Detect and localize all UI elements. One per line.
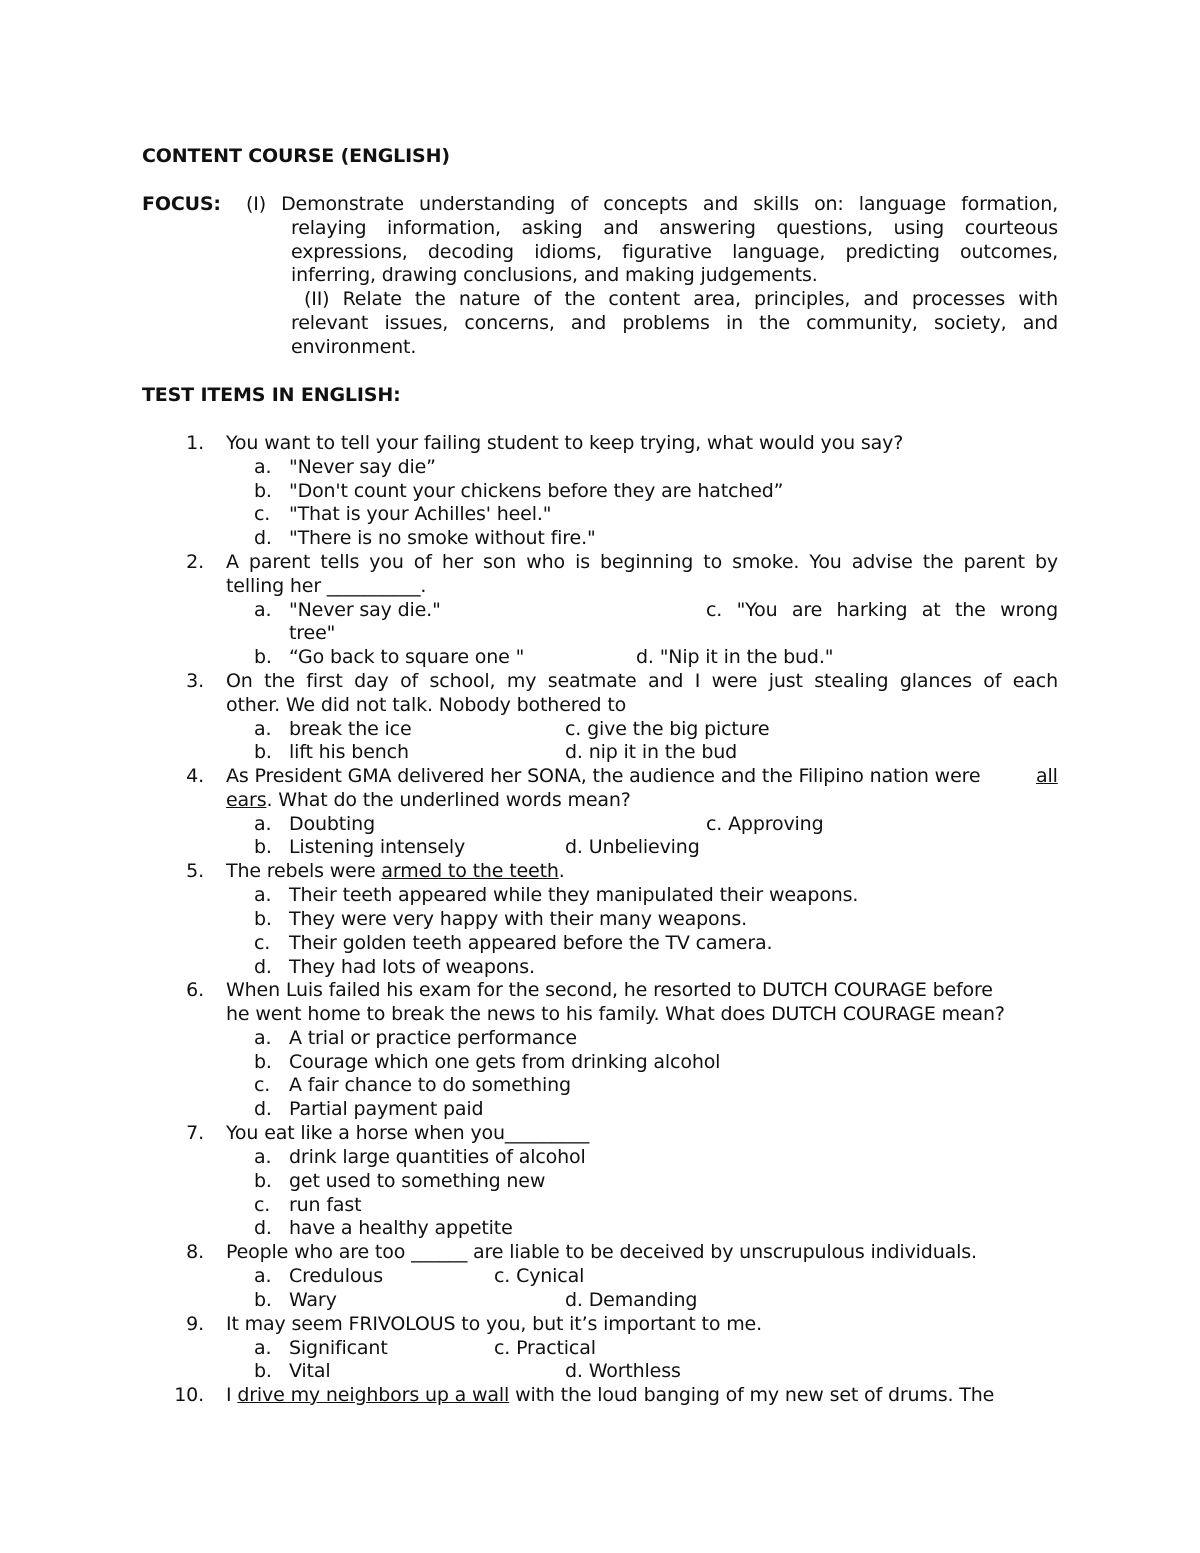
q1-letter-b: b. (254, 480, 272, 502)
q3-letter-a: a. (254, 718, 272, 740)
q6-letter-b: b. (254, 1051, 272, 1073)
q6-number: 6. (186, 979, 204, 1001)
q8-number: 8. (186, 1241, 204, 1263)
q5-letter-b: b. (254, 908, 272, 930)
q1-letter-c: c. (254, 503, 271, 525)
q1-option-b: "Don't count your chickens before they are hatched” (289, 480, 784, 502)
q2-option-c-line2: tree" (289, 622, 336, 644)
q4-letter-b: b. (254, 836, 272, 858)
q6-option-c: A fair chance to do something (289, 1074, 571, 1096)
q3-option-d: d. nip it in the bud (565, 741, 738, 763)
q5-text-post: . (558, 860, 565, 882)
q1-option-c: "That is your Achilles' heel." (289, 503, 552, 525)
focus-p2-line3: environment. (291, 336, 417, 358)
q1-text: You want to tell your failing student to keep trying, what would you say? (226, 432, 904, 454)
q3-option-a: break the ice (289, 718, 412, 740)
q3-text-line2: other. We did not talk. Nobody bothered to (226, 694, 627, 716)
focus-p2-line1: (II) Relate the nature of the content area, principles, and processes with (304, 288, 1058, 310)
q5-underlined-phrase: armed to the teeth (381, 860, 559, 882)
q6-option-b: Courage which one gets from drinking alcohol (289, 1051, 721, 1073)
q6-text-line2: he went home to break the news to his family. What does DUTCH COURAGE mean? (226, 1003, 1005, 1025)
q4-underlined-ears: ears (226, 789, 267, 811)
q10-text (226, 1383, 994, 1407)
q5-number: 5. (186, 860, 204, 882)
q5-option-d: They had lots of weapons. (289, 956, 535, 978)
q6-option-d: Partial payment paid (289, 1098, 484, 1120)
q3-option-b: lift his bench (289, 741, 409, 763)
q5-letter-d: d. (254, 956, 272, 978)
q7-option-c: run fast (289, 1194, 362, 1216)
q9-text: It may seem FRIVOLOUS to you, but it’s important to me. (226, 1313, 762, 1335)
q9-option-c: c. Practical (494, 1337, 596, 1359)
q5-option-a: Their teeth appeared while they manipulated their weapons. (289, 884, 859, 906)
q4-text-line1: As President GMA delivered her SONA, the audience and the Filipino nation were (226, 765, 981, 787)
q10-text-pre: I (226, 1384, 238, 1406)
q6-text-line1: When Luis failed his exam for the second, he resorted to DUTCH COURAGE before (226, 979, 993, 1001)
q3-text-line1: On the first day of school, my seatmate and I were just stealing glances of each (226, 670, 1058, 692)
focus-p1-line4: inferring, drawing conclusions, and making judgements. (291, 264, 818, 286)
q2-option-c-line1: c. "You are harking at the wrong (706, 599, 1058, 621)
q10-number: 10. (174, 1384, 204, 1406)
q2-text-line1: A parent tells you of her son who is beginning to smoke. You advise the parent by (226, 551, 1058, 573)
q3-letter-b: b. (254, 741, 272, 763)
q10-underlined-phrase: drive my neighbors up a wall (237, 1384, 510, 1406)
q9-letter-a: a. (254, 1337, 272, 1359)
q3-option-c: c. give the big picture (565, 718, 770, 740)
q7-letter-b: b. (254, 1170, 272, 1192)
q2-letter-b: b. (254, 646, 272, 668)
q8-letter-b: b. (254, 1289, 272, 1311)
q9-option-d: d. Worthless (565, 1360, 681, 1382)
q1-letter-a: a. (254, 456, 272, 478)
q6-option-a: A trial or practice performance (289, 1027, 577, 1049)
q5-option-b: They were very happy with their many weapons. (289, 908, 748, 930)
focus-p1-line1: (I) Demonstrate understanding of concepts and skills on: language formation, (246, 193, 1058, 215)
q2-letter-a: a. (254, 599, 272, 621)
q8-text: People who are too ______ are liable to be deceived by unscrupulous individuals. (226, 1241, 977, 1263)
q8-option-b: Wary (289, 1289, 337, 1311)
section-title: TEST ITEMS IN ENGLISH: (142, 384, 401, 406)
q2-text-line2: telling her __________. (226, 575, 427, 597)
q4-option-b: Listening intensely (289, 836, 466, 858)
q6-letter-a: a. (254, 1027, 272, 1049)
q10-text-post: with the loud banging of my new set of drums. The (509, 1384, 995, 1406)
q1-number: 1. (186, 432, 204, 454)
q8-option-d: d. Demanding (565, 1289, 698, 1311)
focus-p2-line2: relevant issues, concerns, and problems in the community, society, and (291, 312, 1058, 334)
q5-text (226, 859, 565, 883)
q4-letter-a: a. (254, 813, 272, 835)
q7-option-d: have a healthy appetite (289, 1217, 513, 1239)
page-title: CONTENT COURSE (ENGLISH) (142, 145, 450, 167)
q4-text-line2: . What do the underlined words mean? (266, 789, 631, 811)
q1-option-a: "Never say die” (289, 456, 436, 478)
q1-letter-d: d. (254, 527, 272, 549)
q3-number: 3. (186, 670, 204, 692)
q7-letter-d: d. (254, 1217, 272, 1239)
q2-option-d: d. "Nip it in the bud." (636, 646, 834, 668)
q9-option-a: Significant (289, 1337, 388, 1359)
q5-letter-a: a. (254, 884, 272, 906)
q4-underlined-all: all (1036, 765, 1058, 787)
focus-label: FOCUS: (142, 193, 221, 215)
q4-option-a: Doubting (289, 813, 375, 835)
q7-option-b: get used to something new (289, 1170, 546, 1192)
q9-letter-b: b. (254, 1360, 272, 1382)
q2-option-b: “Go back to square one " (289, 646, 525, 668)
q6-letter-d: d. (254, 1098, 272, 1120)
q4-option-d: d. Unbelieving (565, 836, 700, 858)
q2-option-a: "Never say die." (289, 599, 441, 621)
q7-letter-c: c. (254, 1194, 271, 1216)
q8-option-c: c. Cynical (494, 1265, 585, 1287)
q4-number: 4. (186, 765, 204, 787)
q7-number: 7. (186, 1122, 204, 1144)
q5-letter-c: c. (254, 932, 271, 954)
q9-number: 9. (186, 1313, 204, 1335)
q7-text: You eat like a horse when you_________ (226, 1122, 590, 1144)
q4-text-line2-wrap (226, 788, 631, 812)
q6-letter-c: c. (254, 1074, 271, 1096)
focus-p1-line3: expressions, decoding idioms, figurative language, predicting outcomes, (291, 241, 1058, 263)
q7-letter-a: a. (254, 1146, 272, 1168)
q1-option-d: "There is no smoke without fire." (289, 527, 596, 549)
q7-option-a: drink large quantities of alcohol (289, 1146, 586, 1168)
q8-letter-a: a. (254, 1265, 272, 1287)
q5-text-pre: The rebels were (226, 860, 382, 882)
q8-option-a: Credulous (289, 1265, 383, 1287)
q9-option-b: Vital (289, 1360, 331, 1382)
focus-p1-line2: relaying information, asking and answering questions, using courteous (291, 217, 1058, 239)
q2-number: 2. (186, 551, 204, 573)
q4-option-c: c. Approving (706, 813, 824, 835)
q5-option-c: Their golden teeth appeared before the TV camera. (289, 932, 773, 954)
